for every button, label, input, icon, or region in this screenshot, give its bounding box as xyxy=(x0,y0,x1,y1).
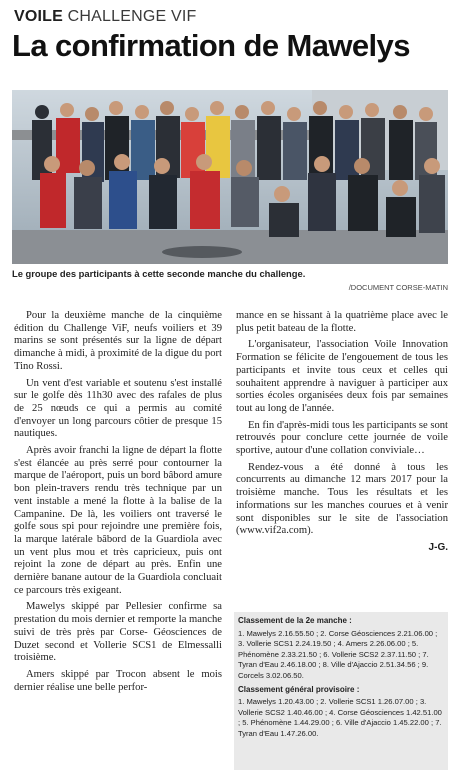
photo-credit: /DOCUMENT CORSE-MATIN xyxy=(348,283,448,292)
article-column-left xyxy=(14,310,222,772)
article-paragraph: Un vent d'est variable et soutenu s'est installé sur le golfe dès 11h30 avec des rafales de plus de 25 nœuds ce qui a permis au comité d'envoyer un long parcours côtier de presque 15 nautiques. xyxy=(14,377,222,440)
article-paragraph: Rendez-vous a été donné à tous les concurrents au dimanche 12 mars 2017 pour la troisième manche. Tous les résultats et les informations sur les manches courues et à venir sont disponibles sur le site de l'association (www.vif2a.com). xyxy=(236,461,448,537)
article-paragraph: Mawelys skippé par Pellesier confirme sa prestation du mois dernier et remporte la manche suivi de très près par Corse- Géosciences de Duzet second et Vollerie SCS1 de Elmessalli troisième. xyxy=(14,601,222,664)
results-heading-overall: Classement général provisoire : xyxy=(238,684,360,694)
article-paragraph: L'organisateur, l'association Voile Innovation Formation se félicite de l'engouement de tous les participants et invite tous ceux et celles qui souhaitent apprendre à naviguer à participer aux sorties écoles organisées deux fois par semaines tout au long de l'année. xyxy=(236,339,448,414)
results-text-overall: 1. Mawelys 1.20.43.00 ; 2. Vollerie SCS1 1.26.07.00 ; 3. Vollerie SCS2 1.40.46.00 ; 4. Corse Géosciences 1.42.51.00 ; 5. Phénomène 1.44.29.00 ; 6. Ville d'Ajaccio 1.45.22.00 ; 7. Tyran d'Eau 1.47.26.00. xyxy=(238,697,442,738)
article-paragraph: Amers skippé par Trocon absent le mois dernier réalise une belle perfor- xyxy=(14,668,222,693)
article-headline: La confirmation de Mawelys xyxy=(12,28,410,63)
photo-caption: Le groupe des participants à cette seconde manche du challenge. xyxy=(12,268,306,279)
results-box xyxy=(234,612,448,770)
results-heading-race: Classement de la 2e manche : xyxy=(238,616,352,625)
subsection-label: CHALLENGE VIF xyxy=(67,8,197,25)
results-text-race: 1. Mawelys 2.16.55.50 ; 2. Corse Géosciences 2.21.06.00 ; 3. Vollerie SCS1 2.24.19.50 ; 4. Amers 2.26.06.00 ; 5. Phénomène 2.33.21.50 ; 6. Vollerie SCS2 2.37.11.50 ; 7. Tyran d'Eau 2.46.18.00 ; 8. Ville d'Ajaccio 2.51.34.56 ; 9. Corcels 3.02.06.50. xyxy=(238,628,438,680)
article-paragraph: En fin d'après-midi tous les participants se sont retrouvés pour conclure cette journée de voile sportive, autour d'une collation conviviale… xyxy=(236,419,448,457)
author-signature: J-G. xyxy=(428,541,448,553)
section-rubric xyxy=(14,8,197,26)
article-paragraph-continued: mance en se hissant à la quatrième place avec le plus petit bateau de la flotte. xyxy=(236,310,448,334)
article-paragraph: Après avoir franchi la ligne de départ la flotte s'est élancée au près serré pour contourner la marque de l'aéroport, puis un bord bâbord amure bon plein-travers rendu très technique par un vent instable a mené la flotte à la balise de la Campanine. De là, les voiliers ont traversé le golfe sous spi pour rejoindre une première fois, la marque latérale bâbord de la Guardiola avec un vent plus mou et très capricieux, puis ont rejoint la zone de départ au près. Enfin une dernière banane autour de la Guardiola concluait ce parcours très exigeant. xyxy=(14,445,222,596)
article-column-right xyxy=(236,310,448,555)
article-paragraph: Pour la deuxième manche de la cinquième édition du Challenge ViF, neufs voiliers et 39 marins se sont présentés sur la ligne de départ dimanche à midi, à proximité de la digue du port Tino Rossi. xyxy=(14,310,222,372)
group-photo xyxy=(12,90,448,264)
section-label: VOILE xyxy=(14,8,64,25)
